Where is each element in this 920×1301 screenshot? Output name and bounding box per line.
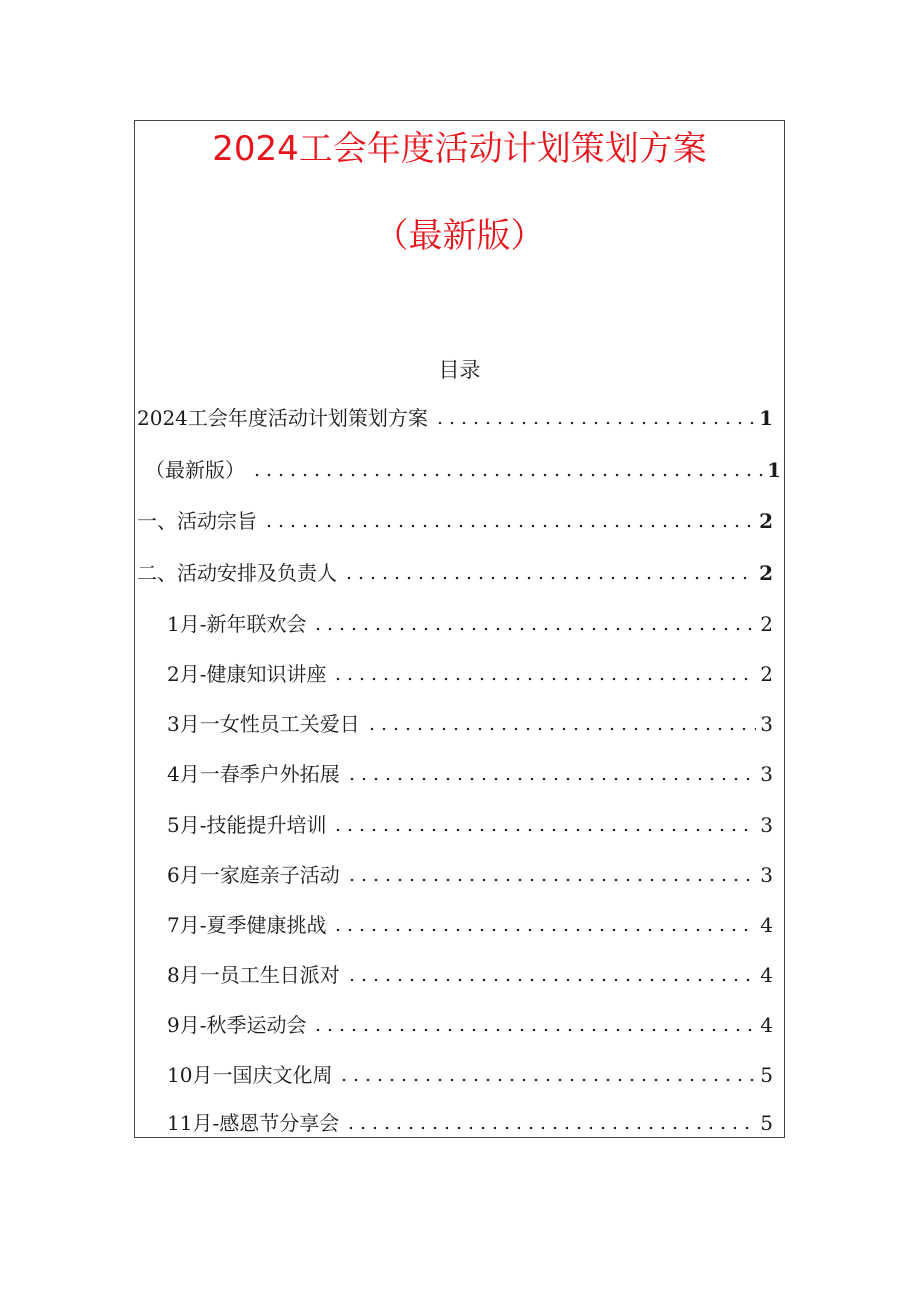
toc-entry-label: 3月一女性员工关爱日 (167, 712, 360, 736)
toc-leader-dots (263, 523, 755, 529)
document-frame (134, 120, 785, 1138)
toc-leader-dots (366, 726, 757, 732)
toc-entry-label: 11月-感恩节分享会 (167, 1111, 340, 1135)
toc-entry[interactable] (137, 506, 773, 534)
toc-leader-dots (312, 626, 756, 632)
toc-entry-page: 2 (760, 662, 773, 686)
toc-entry[interactable] (167, 759, 773, 787)
toc-leader-dots (338, 1077, 756, 1083)
toc-entry-page: 5 (760, 1111, 773, 1135)
toc-entry[interactable] (167, 659, 773, 687)
toc-entry[interactable] (145, 455, 781, 483)
document-title: 2024工会年度活动计划策划方案 (212, 129, 707, 169)
toc-entry[interactable] (167, 1010, 773, 1038)
toc-entry-page: 2 (759, 561, 773, 585)
toc-entry-label: （最新版） (145, 458, 245, 482)
toc-leader-dots (346, 977, 757, 983)
toc-leader-dots (332, 927, 756, 933)
toc-entry[interactable] (137, 403, 773, 431)
toc-entry-page: 4 (760, 1013, 773, 1037)
toc-entry-label: 4月一春季户外拓展 (167, 762, 340, 786)
toc-entry[interactable] (137, 558, 773, 586)
toc-entry-page: 2 (759, 509, 773, 533)
toc-entry-label: 2024工会年度活动计划策划方案 (137, 406, 428, 430)
toc-entry-label: 6月一家庭亲子活动 (167, 863, 340, 887)
toc-entry[interactable] (167, 1108, 773, 1136)
toc-entry-label: 1月-新年联欢会 (167, 612, 307, 636)
toc-leader-dots (345, 1125, 756, 1131)
toc-entry-page: 3 (760, 712, 773, 736)
toc-entry-page: 3 (760, 813, 773, 837)
toc-entry-page: 3 (760, 863, 773, 887)
toc-entry[interactable] (167, 1060, 773, 1088)
toc-leader-dots (346, 877, 757, 883)
toc-entry-label: 10月一国庆文化周 (167, 1063, 333, 1087)
toc-entry-label: 8月一员工生日派对 (167, 963, 340, 987)
toc-entry[interactable] (167, 910, 773, 938)
toc-entry-page: 1 (759, 406, 773, 430)
toc-entry[interactable] (167, 860, 773, 888)
toc-entry-page: 2 (760, 612, 773, 636)
toc-entry-label: 二、活动安排及负责人 (137, 561, 337, 585)
toc-entry-page: 1 (767, 458, 781, 482)
toc-entry-page: 3 (760, 762, 773, 786)
toc-entry-page: 4 (760, 913, 773, 937)
toc-entry-page: 5 (760, 1063, 773, 1087)
toc-entry[interactable] (167, 810, 773, 838)
toc-leader-dots (434, 420, 755, 426)
toc-leader-dots (312, 1027, 756, 1033)
toc-leader-dots (332, 827, 756, 833)
toc-leader-dots (251, 472, 763, 478)
toc-entry[interactable] (167, 609, 773, 637)
toc-heading: 目录 (438, 358, 481, 382)
toc-leader-dots (343, 575, 755, 581)
toc-entry-label: 9月-秋季运动会 (167, 1013, 307, 1037)
toc-leader-dots (346, 776, 757, 782)
toc-entry[interactable] (167, 960, 773, 988)
toc-entry[interactable] (167, 709, 773, 737)
toc-entry-label: 一、活动宗旨 (137, 509, 257, 533)
toc-leader-dots (332, 676, 756, 682)
document-subtitle: （最新版） (374, 216, 545, 256)
toc-entry-label: 2月-健康知识讲座 (167, 662, 327, 686)
toc-entry-label: 5月-技能提升培训 (167, 813, 327, 837)
toc-entry-page: 4 (760, 963, 773, 987)
toc-entry-label: 7月-夏季健康挑战 (167, 913, 327, 937)
